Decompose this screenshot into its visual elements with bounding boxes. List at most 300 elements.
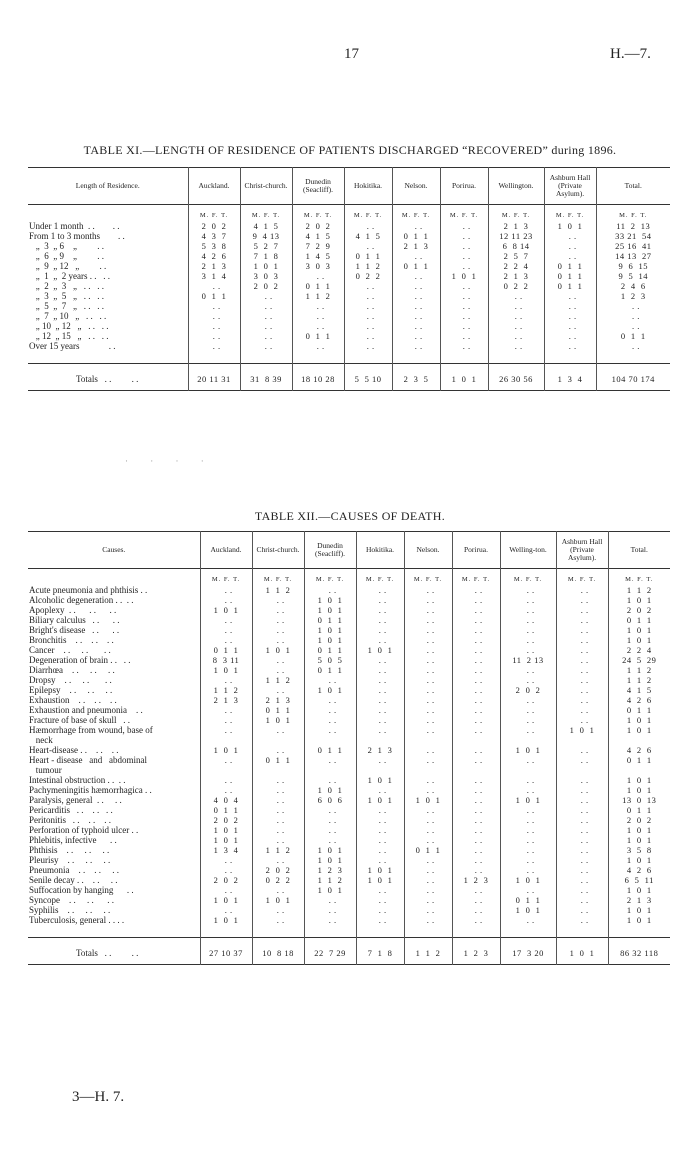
cell-value: . . xyxy=(440,331,488,341)
cell-value: 11 2 13 xyxy=(596,221,670,231)
cell-value: 0 1 1 xyxy=(608,705,670,715)
cell-value: 1 0 1 xyxy=(608,725,670,745)
cell-value: . . xyxy=(500,595,556,605)
total-value: 18 10 28 xyxy=(292,364,344,391)
mft-subheader: M. F. T. xyxy=(488,205,544,222)
cell-value: 2 1 3 xyxy=(392,241,440,251)
row-label: Intestinal obstruction . . . . xyxy=(29,775,126,785)
column-header: Causes. xyxy=(102,545,126,554)
cell-value: . . xyxy=(200,625,252,635)
cell-value: . . xyxy=(404,685,452,695)
cell-value: . . xyxy=(404,585,452,595)
cell-value: . . xyxy=(596,341,670,351)
cell-value: . . xyxy=(404,595,452,605)
cell-value: . . xyxy=(356,725,404,745)
cell-value: . . xyxy=(440,311,488,321)
cell-value: 1 0 1 xyxy=(356,645,404,655)
table-row xyxy=(28,221,670,231)
cell-value: . . xyxy=(556,865,608,875)
cell-value: . . xyxy=(500,825,556,835)
column-header: Hokitika. xyxy=(356,532,404,569)
cell-value: 1 0 1 xyxy=(252,715,304,725)
cell-value: 2 2 4 xyxy=(608,645,670,655)
total-value: 5 5 10 xyxy=(344,364,392,391)
table-row xyxy=(28,261,670,271)
cell-value: 1 0 1 xyxy=(608,625,670,635)
row-label: Biliary calculus . . . . xyxy=(29,615,120,625)
cell-value: 5 2 7 xyxy=(240,241,292,251)
cell-value: 1 0 1 xyxy=(304,785,356,795)
row-label: „ 5 „ 7 „ . . . . xyxy=(29,301,104,311)
cell-value: 2 1 3 xyxy=(488,271,544,281)
cell-value: . . xyxy=(404,865,452,875)
cell-value: . . xyxy=(200,635,252,645)
column-header: Porirua. xyxy=(452,532,500,569)
cell-value: 11 2 13 xyxy=(500,655,556,665)
spacer-cell xyxy=(596,351,670,364)
cell-value: 1 1 2 xyxy=(608,585,670,595)
cell-value: . . xyxy=(304,755,356,775)
cell-value: 0 1 1 xyxy=(252,705,304,715)
cell-value: 1 0 1 xyxy=(608,785,670,795)
column-header: Dunedin (Seacliff). xyxy=(292,168,344,205)
cell-value: . . xyxy=(452,665,500,675)
table-row xyxy=(28,825,670,835)
row-label: Pleurisy . . . . . . xyxy=(29,855,111,865)
cell-value: . . xyxy=(440,341,488,351)
cell-value: . . xyxy=(556,625,608,635)
cell-value: . . xyxy=(304,585,356,595)
cell-value: . . xyxy=(500,705,556,715)
cell-value: . . xyxy=(556,905,608,915)
cell-value: 6 5 11 xyxy=(608,875,670,885)
cell-value: 1 0 1 xyxy=(404,795,452,805)
mft-subheader: M. F. T. xyxy=(596,205,670,222)
row-label: Phlebitis, infective . . xyxy=(29,835,117,845)
cell-value: . . xyxy=(500,855,556,865)
cell-value: 1 1 2 xyxy=(608,675,670,685)
spacer-cell xyxy=(544,351,596,364)
row-label: Acute pneumonia and phthisis . . xyxy=(29,585,148,595)
spacer-cell xyxy=(556,925,608,938)
cell-value: 1 0 1 xyxy=(500,795,556,805)
cell-value: 1 0 1 xyxy=(608,915,670,925)
cell-value: 0 2 2 xyxy=(344,271,392,281)
cell-value: . . xyxy=(404,885,452,895)
row-label: „ 9 „ 12 „ . . xyxy=(29,261,107,271)
cell-value: . . xyxy=(452,885,500,895)
cell-value: . . xyxy=(356,855,404,865)
cell-value: . . xyxy=(344,281,392,291)
cell-value: 1 0 1 xyxy=(304,625,356,635)
table-row xyxy=(28,845,670,855)
table-row xyxy=(28,585,670,595)
table-row xyxy=(28,331,670,341)
cell-value: . . xyxy=(240,291,292,301)
row-label: Hæmorrhage from wound, base of neck xyxy=(29,725,153,745)
row-label: Exhaustion . . . . . . xyxy=(29,695,117,705)
cell-value: . . xyxy=(596,321,670,331)
cell-value: . . xyxy=(200,785,252,795)
cell-value: . . xyxy=(556,595,608,605)
cell-value: 1 1 2 xyxy=(608,665,670,675)
cell-value: . . xyxy=(356,655,404,665)
cell-value: . . xyxy=(596,301,670,311)
cell-value: . . xyxy=(500,845,556,855)
spacer-cell xyxy=(28,351,188,364)
cell-value: 1 0 1 xyxy=(200,895,252,905)
column-header: Total. xyxy=(596,168,670,205)
table-row xyxy=(28,635,670,645)
table-row xyxy=(28,855,670,865)
spacer-cell xyxy=(500,925,556,938)
cell-value: . . xyxy=(252,815,304,825)
cell-value: . . xyxy=(392,291,440,301)
table-row xyxy=(28,625,670,635)
row-label: „ 1 „ 2 years . . . . xyxy=(29,271,110,281)
cell-value: . . xyxy=(344,311,392,321)
cell-value: 14 13 27 xyxy=(596,251,670,261)
column-header: Ashburn Hall (Private Asylum). xyxy=(556,532,608,569)
row-label: Pachymeningitis hæmorrhagica . . xyxy=(29,785,152,795)
spacer-cell xyxy=(440,351,488,364)
cell-value: . . xyxy=(252,605,304,615)
cell-value: 1 4 5 xyxy=(292,251,344,261)
cell-value: . . xyxy=(452,585,500,595)
cell-value: . . xyxy=(452,715,500,725)
cell-value: 1 0 1 xyxy=(356,795,404,805)
cell-value: . . xyxy=(488,291,544,301)
cell-value: 1 0 1 xyxy=(304,855,356,865)
cell-value: . . xyxy=(356,915,404,925)
cell-value: . . xyxy=(556,845,608,855)
cell-value: 2 1 3 xyxy=(608,895,670,905)
cell-value: . . xyxy=(500,785,556,795)
column-header: Nelson. xyxy=(392,168,440,205)
table-row xyxy=(28,655,670,665)
row-label: Alcoholic degeneration . . . . xyxy=(29,595,134,605)
cell-value: . . xyxy=(356,755,404,775)
cell-value: . . xyxy=(404,875,452,885)
table-row xyxy=(28,815,670,825)
row-label: Tuberculosis, general . . . . xyxy=(29,915,125,925)
cell-value: 9 4 13 xyxy=(240,231,292,241)
cell-value: 1 0 1 xyxy=(304,845,356,855)
cell-value: . . xyxy=(392,321,440,331)
cell-value: . . xyxy=(404,645,452,655)
cell-value: 1 1 2 xyxy=(252,845,304,855)
cell-value: 0 1 1 xyxy=(304,665,356,675)
cell-value: . . xyxy=(488,311,544,321)
table-row xyxy=(28,895,670,905)
cell-value: . . xyxy=(356,825,404,835)
cell-value: . . xyxy=(252,795,304,805)
row-label: Over 15 years . . xyxy=(29,341,116,351)
total-value: 31 8 39 xyxy=(240,364,292,391)
cell-value: 1 0 1 xyxy=(608,855,670,865)
table-row xyxy=(28,715,670,725)
total-value: 10 8 18 xyxy=(252,938,304,965)
mft-subheader: M. F. T. xyxy=(440,205,488,222)
cell-value: . . xyxy=(544,251,596,261)
total-value: 20 11 31 xyxy=(188,364,240,391)
table-row xyxy=(28,665,670,675)
cell-value: 1 1 2 xyxy=(304,875,356,885)
table-row xyxy=(28,685,670,695)
mft-subheader: M. F. T. xyxy=(556,569,608,586)
cell-value: 1 0 1 xyxy=(200,665,252,675)
spacer-cell xyxy=(28,925,200,938)
cell-value: . . xyxy=(556,825,608,835)
spacer-cell xyxy=(240,351,292,364)
cell-value: . . xyxy=(488,301,544,311)
cell-value: . . xyxy=(188,321,240,331)
cell-value: . . xyxy=(356,685,404,695)
cell-value: . . xyxy=(404,625,452,635)
row-label: „ 2 „ 3 „ . . . . xyxy=(29,281,104,291)
cell-value: . . xyxy=(500,675,556,685)
cell-value: . . xyxy=(356,805,404,815)
cell-value: 1 0 1 xyxy=(200,915,252,925)
cell-value: . . xyxy=(304,905,356,915)
cell-value: . . xyxy=(392,301,440,311)
cell-value: . . xyxy=(556,585,608,595)
cell-value: . . xyxy=(356,665,404,675)
cell-value: . . xyxy=(500,805,556,815)
cell-value: . . xyxy=(404,655,452,665)
cell-value: . . xyxy=(200,705,252,715)
cell-value: . . xyxy=(292,301,344,311)
cell-value: . . xyxy=(356,845,404,855)
cell-value: . . xyxy=(252,905,304,915)
cell-value: . . xyxy=(452,625,500,635)
cell-value: 0 2 2 xyxy=(488,281,544,291)
cell-value: . . xyxy=(556,785,608,795)
footer-code: 3—H. 7. xyxy=(72,1089,125,1105)
total-value: 1 0 1 xyxy=(440,364,488,391)
mft-subheader: M. F. T. xyxy=(392,205,440,222)
total-value: 86 32 118 xyxy=(608,938,670,965)
cell-value: 2 0 2 xyxy=(608,605,670,615)
cell-value: . . xyxy=(304,695,356,705)
cell-value: 0 1 1 xyxy=(392,231,440,241)
row-label: „ 3 „ 6 „ . . xyxy=(29,241,104,251)
cell-value: 1 2 3 xyxy=(452,875,500,885)
cell-value: . . xyxy=(356,695,404,705)
cell-value: . . xyxy=(440,261,488,271)
cell-value: . . xyxy=(452,675,500,685)
spacer-cell xyxy=(608,925,670,938)
cell-value: 9 5 14 xyxy=(596,271,670,281)
cell-value: . . xyxy=(252,915,304,925)
cell-value: . . xyxy=(404,915,452,925)
row-label: Apoplexy . . . . . . xyxy=(29,605,117,615)
mft-subheader: M. F. T. xyxy=(344,205,392,222)
cell-value: 1 0 1 xyxy=(200,825,252,835)
table-row xyxy=(28,885,670,895)
cell-value: . . xyxy=(500,915,556,925)
cell-value: 2 1 3 xyxy=(252,695,304,705)
cell-value: . . xyxy=(544,231,596,241)
row-label: Senile decay . . . . . . xyxy=(29,875,118,885)
column-header: Welling-ton. xyxy=(500,532,556,569)
column-header: Total. xyxy=(608,532,670,569)
cell-value: . . xyxy=(392,311,440,321)
cell-value: . . xyxy=(488,321,544,331)
cell-value: 4 2 6 xyxy=(608,865,670,875)
cell-value: . . xyxy=(188,301,240,311)
cell-value: . . xyxy=(452,775,500,785)
cell-value: . . xyxy=(500,615,556,625)
cell-value: . . xyxy=(404,675,452,685)
cell-value: . . xyxy=(404,665,452,675)
row-label: Phthisis . . . . . . xyxy=(29,845,110,855)
cell-value: 9 6 15 xyxy=(596,261,670,271)
cell-value: . . xyxy=(500,635,556,645)
cell-value: 24 5 29 xyxy=(608,655,670,665)
cell-value: 1 0 1 xyxy=(200,605,252,615)
cell-value: . . xyxy=(544,241,596,251)
cell-value: . . xyxy=(240,311,292,321)
cell-value: 2 0 2 xyxy=(608,815,670,825)
cell-value: . . xyxy=(556,805,608,815)
cell-value: . . xyxy=(304,725,356,745)
row-label: „ 7 „ 10 „ . . . . xyxy=(29,311,107,321)
cell-value: 1 0 1 xyxy=(608,635,670,645)
cell-value: 0 1 1 xyxy=(608,805,670,815)
cell-value: . . xyxy=(544,321,596,331)
cell-value: . . xyxy=(392,251,440,261)
cell-value: . . xyxy=(240,341,292,351)
column-header: Porirua. xyxy=(440,168,488,205)
cell-value: . . xyxy=(452,895,500,905)
table-row xyxy=(28,695,670,705)
cell-value: . . xyxy=(356,635,404,645)
cell-value: . . xyxy=(404,725,452,745)
cell-value: 1 0 1 xyxy=(240,261,292,271)
cell-value: . . xyxy=(404,615,452,625)
cell-value: . . xyxy=(556,665,608,675)
cell-value: 6 8 14 xyxy=(488,241,544,251)
table-row xyxy=(28,675,670,685)
cell-value: . . xyxy=(500,645,556,655)
cell-value: 1 1 2 xyxy=(344,261,392,271)
spacer-cell xyxy=(304,925,356,938)
cell-value: . . xyxy=(404,905,452,915)
cell-value: . . xyxy=(200,595,252,605)
cell-value: . . xyxy=(252,595,304,605)
cell-value: 1 0 1 xyxy=(500,745,556,755)
cell-value: . . xyxy=(252,885,304,895)
cell-value: 3 5 8 xyxy=(608,845,670,855)
cell-value: . . xyxy=(440,221,488,231)
cell-value: 25 16 41 xyxy=(596,241,670,251)
cell-value: . . xyxy=(356,705,404,715)
cell-value: . . xyxy=(252,725,304,745)
mft-subheader: M. F. T. xyxy=(252,569,304,586)
cell-value: . . xyxy=(356,605,404,615)
cell-value: . . xyxy=(356,835,404,845)
cell-value: . . xyxy=(200,775,252,785)
cell-value: . . xyxy=(252,775,304,785)
cell-value: . . xyxy=(500,695,556,705)
cell-value: 2 0 2 xyxy=(240,281,292,291)
cell-value: 0 1 1 xyxy=(544,271,596,281)
cell-value: . . xyxy=(544,341,596,351)
cell-value: . . xyxy=(304,895,356,905)
cell-value: . . xyxy=(240,321,292,331)
cell-value: 2 0 2 xyxy=(252,865,304,875)
cell-value: 4 2 6 xyxy=(608,695,670,705)
cell-value: . . xyxy=(404,785,452,795)
table-row xyxy=(28,241,670,251)
cell-value: . . xyxy=(452,745,500,755)
table-row xyxy=(28,605,670,615)
cell-value: 0 1 1 xyxy=(596,331,670,341)
column-header: Ashburn Hall (Private Asylum). xyxy=(544,168,596,205)
cell-value: . . xyxy=(304,775,356,785)
cell-value: 1 2 3 xyxy=(304,865,356,875)
cell-value: 0 1 1 xyxy=(544,281,596,291)
cell-value: . . xyxy=(500,715,556,725)
mft-subheader: M. F. T. xyxy=(356,569,404,586)
table-row xyxy=(28,341,670,351)
cell-value: 0 1 1 xyxy=(608,615,670,625)
cell-value: 2 0 2 xyxy=(500,685,556,695)
cell-value: 4 0 4 xyxy=(200,795,252,805)
cell-value: . . xyxy=(544,301,596,311)
cell-value: 13 0 13 xyxy=(608,795,670,805)
row-label: Bronchitis . . . . . . xyxy=(29,635,114,645)
cell-value: 2 0 2 xyxy=(200,815,252,825)
cell-value: 0 1 1 xyxy=(200,645,252,655)
cell-value: 0 1 1 xyxy=(608,755,670,775)
cell-value: . . xyxy=(500,885,556,895)
row-label: Epilepsy . . . . . . xyxy=(29,685,113,695)
cell-value: . . xyxy=(452,905,500,915)
cell-value: 0 1 1 xyxy=(404,845,452,855)
cell-value: . . xyxy=(292,321,344,331)
mft-subheader: M. F. T. xyxy=(452,569,500,586)
cell-value: 5 3 8 xyxy=(188,241,240,251)
cell-value: . . xyxy=(252,745,304,755)
cell-value: 4 1 5 xyxy=(344,231,392,241)
cell-value: . . xyxy=(452,795,500,805)
cell-value: . . xyxy=(452,825,500,835)
cell-value: . . xyxy=(404,715,452,725)
cell-value: 7 1 8 xyxy=(240,251,292,261)
column-header: Christ-church. xyxy=(252,532,304,569)
table-11 xyxy=(28,167,670,391)
mft-subheader: M. F. T. xyxy=(240,205,292,222)
cell-value: . . xyxy=(304,805,356,815)
cell-value: . . xyxy=(356,585,404,595)
cell-value: . . xyxy=(200,715,252,725)
cell-value: . . xyxy=(556,895,608,905)
cell-value: . . xyxy=(556,855,608,865)
table-row xyxy=(28,311,670,321)
table-11-title: TABLE XI.—LENGTH OF RESIDENCE OF PATIENTS DISCHARGED “RECOVERED” during 1896. xyxy=(83,143,617,157)
cell-value: . . xyxy=(556,915,608,925)
cell-value: . . xyxy=(240,301,292,311)
table-row xyxy=(28,291,670,301)
cell-value: . . xyxy=(452,725,500,745)
cell-value: . . xyxy=(356,895,404,905)
cell-value: . . xyxy=(556,705,608,715)
cell-value: . . xyxy=(440,291,488,301)
cell-value: . . xyxy=(556,635,608,645)
cell-value: 1 1 2 xyxy=(200,685,252,695)
